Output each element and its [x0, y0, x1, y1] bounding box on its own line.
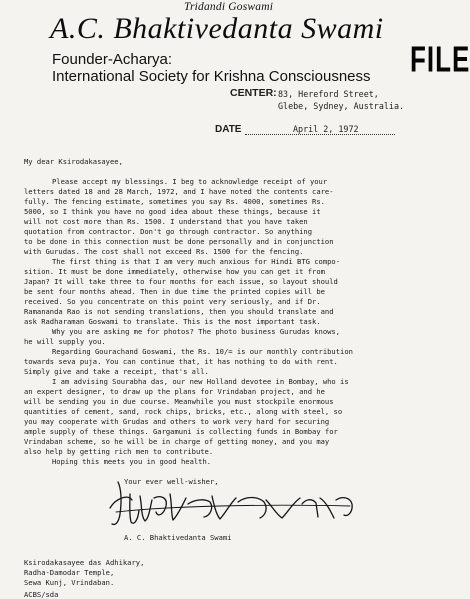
body-line: received. So you concentrate on this point very seriously, and if Dr. — [24, 297, 321, 306]
body-line: 5000, so I think you have no good idea about these things, because it — [24, 207, 321, 216]
recipient-line: Radha-Damodar Temple, — [24, 568, 115, 577]
center-label: CENTER: — [230, 87, 277, 99]
body-line: I am advising Sourabha das, our new Holland devotee in Bombay, who is — [52, 377, 349, 386]
closing: Your ever well-wisher, — [124, 477, 219, 486]
reference-initials: ACBS/sda — [24, 590, 59, 599]
body-line: quantities of cement, sand, rock chips, bricks, etc., along with steel, so — [24, 407, 343, 416]
body-line: letters dated 18 and 28 March, 1972, and I have noted the contents care- — [24, 187, 334, 196]
recipient-line: Sewa Kunj, Vrindaban. — [24, 578, 115, 587]
date-value: April 2, 1972 — [293, 124, 359, 134]
body-line: quotation from contractor. Don't go through contractor. So anything — [24, 227, 313, 236]
body-line: an expert designer, to draw up the plans for Vrindaban project, and he — [24, 387, 325, 396]
signer-name: A. C. Bhaktivedanta Swami — [124, 533, 232, 542]
letterhead-founder: Founder-Acharya: — [52, 51, 173, 68]
body-line: to be done in this connection must be done personally and in conjunction — [24, 237, 334, 246]
body-line: towards seva puja. You can continue that, it has nothing to do with rent. — [24, 357, 338, 366]
body-line: also help by getting rich men to contribute. — [24, 447, 214, 456]
body-line: Ramananda Rao is not sending translations, then you should translate and — [24, 307, 334, 316]
letterhead-name: A.C. Bhaktivedanta Swami — [50, 12, 384, 45]
body-line: Hoping this meets you in good health. — [52, 457, 212, 466]
date-label: DATE — [215, 124, 242, 135]
file-stamp: FILE — [410, 38, 470, 80]
recipient-line: Ksirodakasayee das Adhikary, — [24, 558, 145, 567]
letterhead-society: International Society for Krishna Consciousness — [52, 68, 371, 85]
body-line: will not cost more than Rs. 1500. I understand that you have taken — [24, 217, 308, 226]
body-line: Simply give and take a receipt, that's all. — [24, 367, 209, 376]
body-line: you may cooperate with Grudas and others to work very hard for securing — [24, 417, 330, 426]
body-line: The first thing is that I am very much anxious for Hindi BTG compo- — [52, 257, 341, 266]
body-line: Regarding Gourachand Goswami, the Rs. 10/= is our monthly contribution — [52, 347, 353, 356]
body-line: Vrindaban scheme, so he will be in charge of getting money, and you may — [24, 437, 330, 446]
letterhead-tridandi: Tridandi Goswami — [184, 1, 274, 13]
center-address-line-1: 83, Hereford Street, — [278, 89, 379, 99]
body-line: ask Radharaman Goswami to translate. This is the most important task. — [24, 317, 321, 326]
body-line: be sent four months ahead. Then in due time the printed copies will be — [24, 287, 325, 296]
body-line: with Gurudas. The cost shall not exceed Rs. 1500 for the fencing. — [24, 247, 304, 256]
body-line: sition. It must be done immediately, otherwise how you can get it from — [24, 267, 325, 276]
body-line: Please accept my blessings. I beg to acknowledge receipt of your — [52, 177, 328, 186]
body-line: ample supply of these things. Gargamuni is collecting funds in Bombay for — [24, 427, 338, 436]
body-line: Why you are asking me for photos? The photo business Gurudas knows, — [52, 327, 341, 336]
body-line: fully. The fencing estimate, sometimes you say Rs. 4000, sometimes Rs. — [24, 197, 325, 206]
body-line: he will supply you. — [24, 337, 106, 346]
salutation: My dear Ksirodakasayee, — [24, 157, 123, 166]
body-line: will be sending you in due course. Meanwhile you must stockpile enormous — [24, 397, 334, 406]
center-address-line-2: Glebe, Sydney, Australia. — [278, 101, 405, 111]
body-line: Japan? It will take three to four months for each issue, so layout should — [24, 277, 338, 286]
